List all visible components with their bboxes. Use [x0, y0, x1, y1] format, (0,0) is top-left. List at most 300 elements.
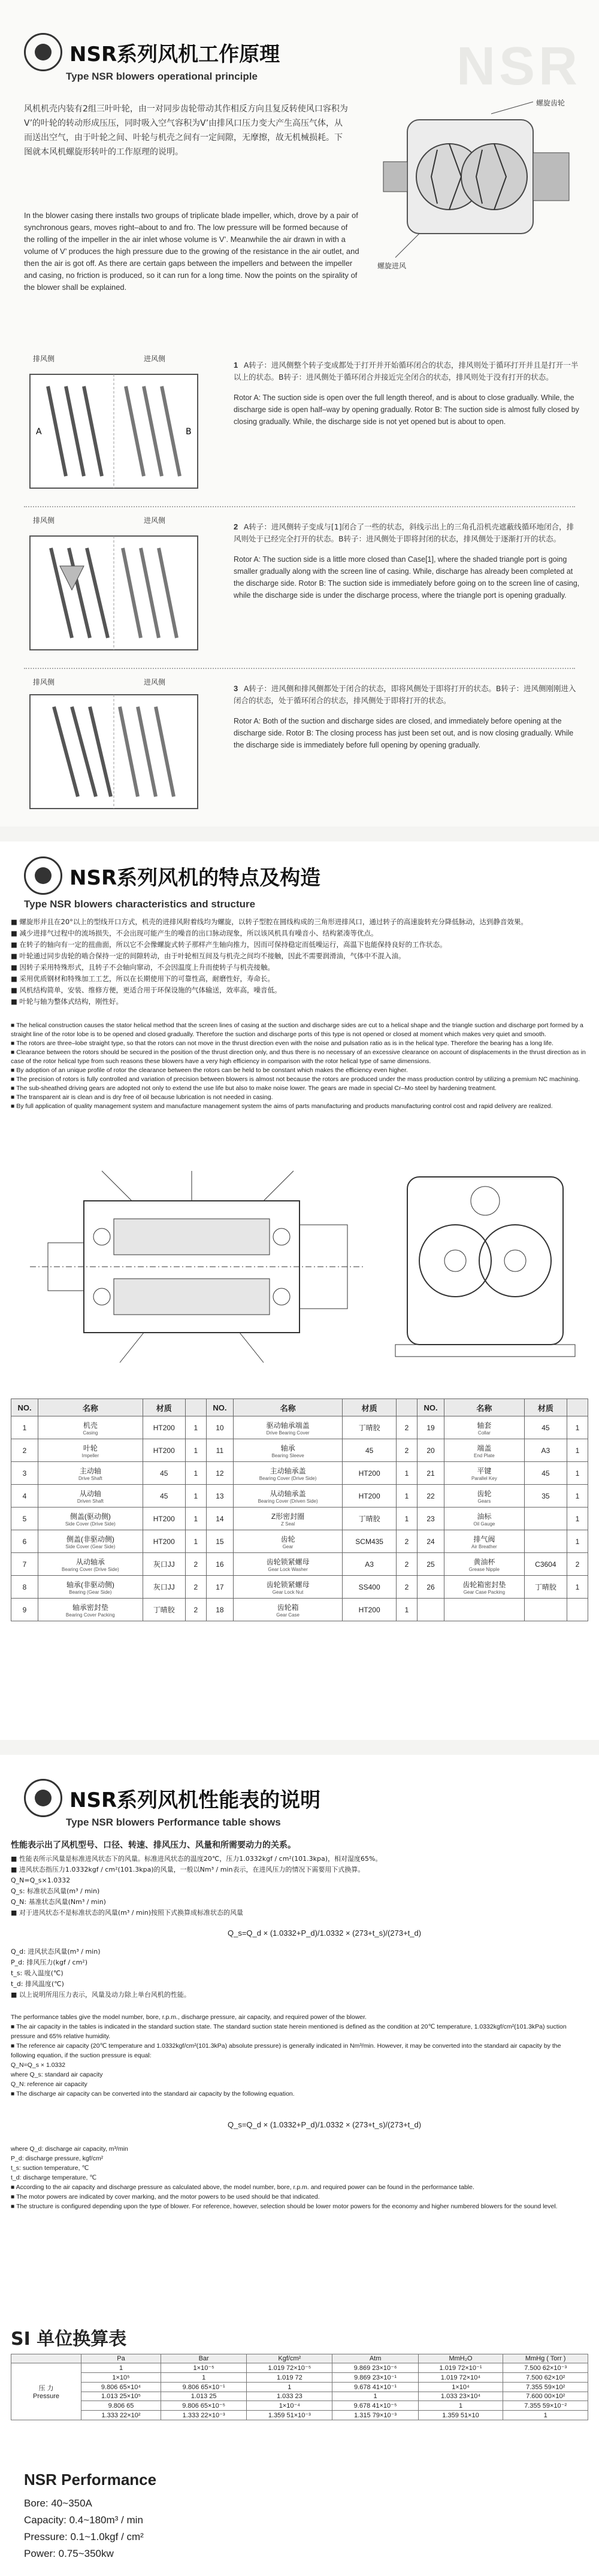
- part-material: 35: [524, 1485, 567, 1508]
- part-number: 3: [11, 1462, 38, 1485]
- table-row: [11, 1530, 588, 1553]
- col-header: MmHg ( Torr ): [503, 2354, 588, 2363]
- part-name-cn: 从动轴承: [75, 1557, 105, 1566]
- feature-item: ■ 叶轮与轴为整体式结构，刚性好。: [11, 997, 123, 1006]
- table-cell: 7.500 62×10²: [503, 2373, 588, 2383]
- part-name-en: Z Seal: [281, 1521, 295, 1527]
- part-name-en: Gear Lock Nut: [272, 1589, 304, 1595]
- part-material: 45: [524, 1416, 567, 1439]
- part-number: 12: [206, 1462, 233, 1485]
- inlet-side-label: 排风侧: [33, 355, 55, 363]
- step-text-cn: A转子：进风侧整个转子变成都处于打开并开始循环闭合的状态，排风则处于循环打开并且是打开一半以上的状态。B转子：进风侧处于循环闭合并接近完全闭合的状态，排风则处于没有打开的状态。: [234, 361, 579, 382]
- part-quantity: 1: [567, 1576, 588, 1599]
- part-quantity: 1: [567, 1530, 588, 1553]
- part-number: 23: [418, 1508, 444, 1530]
- part-quantity: 2: [185, 1599, 206, 1621]
- part-number: 5: [11, 1508, 38, 1530]
- table-cell: 7.500 62×10⁻³: [503, 2363, 588, 2373]
- part-number: 21: [418, 1462, 444, 1485]
- part-name-en: Drive Bearing Cover: [266, 1430, 310, 1436]
- feature-item: ■ 在转子的轴向有一定的扭曲面，所以它不会像螺旋式转子那样产生轴向推力，因而可保持稳定而低噪运行，高温下也能保持良好的工作状态。: [11, 940, 447, 949]
- table-cell: 1: [418, 2401, 503, 2411]
- part-name-cn: 侧盖(非驱动侧): [66, 1534, 114, 1543]
- part-name: [233, 1599, 342, 1621]
- outlet-side-label: 进风侧: [144, 516, 166, 525]
- part-material: HT200: [143, 1508, 185, 1530]
- part-material: HT200: [343, 1462, 397, 1485]
- part-material: 丁晴胶: [524, 1576, 567, 1599]
- blade-label: 螺旋进风: [377, 262, 407, 270]
- note-line: ■ 进风状态指压力1.0332kgf / cm²(101.3kpa)的风量，一般以Nm³ / min表示，在进风压力的情况下需要用下式换算。: [11, 1866, 365, 1873]
- note-line: t_s: 吸入温度(℃): [11, 1969, 63, 1977]
- part-name-cn: 驱动轴承端盖: [266, 1421, 310, 1430]
- part-name: [38, 1485, 143, 1508]
- part-name-en: Impeller: [81, 1452, 99, 1458]
- part-name-en: Driven Shaft: [77, 1498, 104, 1504]
- part-name-cn: 齿轮箱密封垫: [462, 1580, 506, 1589]
- table-cell: 1.019 72×10⁻⁵: [247, 2363, 332, 2373]
- perf-bore: Bore: 40~350A: [24, 2498, 92, 2509]
- part-quantity: 1: [567, 1439, 588, 1462]
- formula-cn: Q_s=Q_d × (1.0332+P_d)/1.0332 × (273+t_s)/(273+t_d): [228, 1929, 422, 1938]
- table-cell: 1×10⁵: [81, 2373, 161, 2383]
- blower-sectional-drawing: [12, 1153, 371, 1387]
- part-number: 26: [418, 1576, 444, 1599]
- note-line: P_d: discharge pressure, kgf/cm²: [11, 2155, 104, 2162]
- table-cell: 1×10⁻⁴: [247, 2401, 332, 2411]
- part-number: 11: [206, 1439, 233, 1462]
- principle-text-cn: 风机机壳内装有2组三叶叶轮，由一对同步齿轮带动其作相反方向且复反转使风口容积为V’的叶轮的转动形成压压，同时吸入空气容积为V’由排风口压力变大产生高压气体，从而送出空气，由于叶轮之间、叶轮与机壳之间有一定间隙，无摩擦，故无机械损耗。下图就本风机螺旋形转叶的工作原理的说明。: [24, 104, 348, 157]
- note-line: t_d: discharge temperature, ℃: [11, 2174, 97, 2181]
- note-line: ■ The reference air capacity (20℃ temperature and 1.0332kgf/cm²(101.3kPa) absolute pressure) is generally indicated in Nm³/min. However, it may be converted into the standard air capacity by the following equation, if the suction pressure is equal:: [11, 2042, 561, 2059]
- part-name-cn: 机壳: [83, 1421, 98, 1430]
- table-row: [11, 1599, 588, 1621]
- part-name-en: Bearing Cover (Drive Side): [62, 1566, 119, 1572]
- part-material: 丁晴胶: [343, 1416, 397, 1439]
- col-header: Kgf/cm²: [247, 2354, 332, 2363]
- part-material: HT200: [143, 1439, 185, 1462]
- part-name-cn: 侧盖(驱动侧): [69, 1512, 111, 1521]
- row-label-en: Pressure: [32, 2393, 60, 2400]
- part-name-cn: 轴承: [280, 1443, 295, 1452]
- part-name: [444, 1485, 525, 1508]
- col-header: 材质: [143, 1399, 185, 1416]
- divider: [24, 668, 575, 669]
- part-name-cn: 排气阀: [473, 1534, 495, 1543]
- note-line: where Q_s: standard air capacity: [11, 2071, 103, 2078]
- part-quantity: [567, 1599, 588, 1621]
- characteristics-en: [11, 1021, 586, 1111]
- part-number: 22: [418, 1485, 444, 1508]
- section-bullet-icon: [24, 1779, 62, 1817]
- part-name-en: Bearing Cover Packing: [65, 1612, 115, 1618]
- col-header: Pa: [81, 2354, 161, 2363]
- note-line: Q_d: 进风状态风量(m³ / min): [11, 1948, 101, 1956]
- part-name: [38, 1576, 143, 1599]
- section-title: NSR系列风机性能表的说明: [69, 1788, 321, 1812]
- part-number: 25: [418, 1553, 444, 1576]
- table-row: [11, 2411, 588, 2420]
- table-cell: 1.033 23×10⁴: [418, 2392, 503, 2401]
- part-number: 17: [206, 1576, 233, 1599]
- section-title-row: [24, 1779, 320, 1817]
- table-header-row: [11, 2354, 588, 2363]
- part-quantity: 2: [567, 1553, 588, 1576]
- part-quantity: 1: [185, 1416, 206, 1439]
- si-conversion-table: [11, 2354, 588, 2420]
- svg-text:B: B: [186, 427, 192, 437]
- part-name-cn: 黄油杯: [473, 1557, 495, 1566]
- table-cell: 1×10⁴: [418, 2383, 503, 2392]
- note-line: Q_s: 标准状态风量(m³ / min): [11, 1887, 100, 1895]
- part-name-cn: 轴承密封垫: [72, 1603, 108, 1612]
- note-line: Q_N: 基准状态风量(Nm³ / min): [11, 1898, 106, 1906]
- part-quantity: 1: [397, 1508, 418, 1530]
- part-material: 丁晴胶: [143, 1599, 185, 1621]
- feature-item: ■ By adoption of an unique profile of rotor the clearance between the rotors can be held to be constant which makes the efficiency even higher.: [11, 1067, 408, 1074]
- table-row: [11, 1508, 588, 1530]
- step-1: [234, 359, 581, 428]
- part-name-cn: 主动轴: [79, 1466, 101, 1475]
- part-material: 45: [343, 1439, 397, 1462]
- part-quantity: 1: [567, 1416, 588, 1439]
- feature-item: ■ By full application of quality management system and manufacture management system the aims of parts manufacturing and products manufacturing control cost and rapid delivery are realized.: [11, 1103, 553, 1110]
- section-title-row: [24, 856, 320, 895]
- note-line: Q_N=Q_s × 1.0332: [11, 2062, 66, 2069]
- part-name: [444, 1508, 525, 1530]
- part-name: [38, 1439, 143, 1462]
- part-material: 45: [524, 1462, 567, 1485]
- col-header: 名称: [38, 1399, 143, 1416]
- feature-item: ■ 叶轮通过同步齿轮的啮合保持一定的间隙转动，由于叶轮相互间及与机壳之间均不接触，因此不需要润滑油，气体中不混入油。: [11, 952, 406, 960]
- step-3: [234, 683, 581, 751]
- note-line: ■ The discharge air capacity can be converted into the standard air capacity by the following equation.: [11, 2090, 295, 2097]
- table-cell: 1: [332, 2392, 418, 2401]
- table-cell: 1: [161, 2373, 247, 2383]
- note-line: ■ 性能表所示风量是标准进风状态下的风量。标准进风状态的温度20℃，压力1.0332kgf / cm²(101.3kpa)，相对湿度65%。: [11, 1855, 382, 1863]
- feature-item: ■ The precision of rotors is fully controlled and variation of precision between blowers is almost not because the rotors are produced under the mass production control by utilizing a premium NC machining.: [11, 1076, 580, 1083]
- col-header: NO.: [418, 1399, 444, 1416]
- part-name: [444, 1462, 525, 1485]
- part-name-en: Side Cover (Gear Side): [65, 1543, 116, 1549]
- characteristics-section: [0, 841, 599, 1740]
- part-number: 6: [11, 1530, 38, 1553]
- si-table-title: SI 单位换算表: [11, 2329, 127, 2350]
- part-name-cn: 齿轮箱: [277, 1603, 299, 1612]
- part-name-cn: 轴承(非驱动侧): [66, 1580, 114, 1589]
- table-row: [11, 1485, 588, 1508]
- part-quantity: 1: [185, 1508, 206, 1530]
- col-header: 材质: [343, 1399, 397, 1416]
- part-quantity: 1: [397, 1462, 418, 1485]
- part-quantity: 1: [397, 1485, 418, 1508]
- si-table-body: [11, 2363, 588, 2420]
- part-name-en: Collar: [477, 1430, 491, 1436]
- table-cell: 1: [247, 2383, 332, 2392]
- part-name: [38, 1553, 143, 1576]
- table-cell: 9.678 41×10⁻⁵: [332, 2401, 418, 2411]
- table-row: [11, 2363, 588, 2373]
- note-line: t_d: 排风温度(℃): [11, 1980, 64, 1988]
- part-name-cn: 平键: [477, 1466, 492, 1475]
- part-name-cn: 齿轮锁紧螺母: [266, 1557, 310, 1566]
- table-cell: 1.315 79×10⁻³: [332, 2411, 418, 2420]
- part-name: [444, 1576, 525, 1599]
- table-cell: 9.869 23×10⁻¹: [332, 2373, 418, 2383]
- part-material: A3: [343, 1553, 397, 1576]
- part-name-en: Parallel Key: [471, 1475, 497, 1481]
- part-material: A3: [524, 1439, 567, 1462]
- part-quantity: 1: [567, 1485, 588, 1508]
- part-name-cn: 齿轮锁紧螺母: [266, 1580, 310, 1589]
- note-line: ■ The motor powers are indicated by cover marking, and the motor powers to be used should be that indicated.: [11, 2193, 320, 2200]
- part-quantity: 2: [397, 1439, 418, 1462]
- part-number: 24: [418, 1530, 444, 1553]
- part-name-en: Bearing (Gear Side): [69, 1589, 112, 1595]
- table-cell: 1.013 25: [161, 2392, 247, 2401]
- col-header: MmH₂O: [418, 2354, 503, 2363]
- part-material: HT200: [343, 1485, 397, 1508]
- table-cell: 1.013 25×10⁵: [81, 2392, 161, 2401]
- note-line: Q_N: reference air capacity: [11, 2081, 87, 2088]
- part-name-en: Gear Case Packing: [463, 1589, 506, 1595]
- part-material: [524, 1530, 567, 1553]
- feature-item: ■ Clearance between the rotors should be secured in the position of the thrust direction only, and thus there is no necessary of an excessive clearance on account of displacements in the thrust direction as in case of the rotor helical type from such reasons these blowers have a very high efficiency in comparison with the rotor helical type of same dimensions.: [11, 1049, 586, 1065]
- part-name: [38, 1462, 143, 1485]
- part-name-en: Bearing Cover (Driven Side): [258, 1498, 318, 1504]
- table-cell: 1: [503, 2411, 588, 2420]
- table-cell: 1.359 51×10⁻³: [247, 2411, 332, 2420]
- table-cell: 9.869 23×10⁻⁶: [332, 2363, 418, 2373]
- note-line: P_d: 排风压力(kgf / cm²): [11, 1959, 87, 1966]
- rotor-diagram-1: [24, 368, 204, 494]
- part-name: [444, 1416, 525, 1439]
- part-quantity: 2: [397, 1530, 418, 1553]
- part-quantity: 1: [185, 1530, 206, 1553]
- part-number: 8: [11, 1576, 38, 1599]
- feature-item: ■ 减少进排气过程中的流场损失，不会出现可能产生的噪音的出口脉动现象，所以该风机具有噪音小、结构紧凑等优点。: [11, 929, 378, 937]
- feature-item: ■ 风机结构简单，安装、维修方便，更适合用于环保设施的气体输送，效率高，噪音低。: [11, 986, 282, 994]
- part-material: HT200: [143, 1530, 185, 1553]
- inlet-side-label: 排风侧: [33, 516, 55, 525]
- part-number: 1: [11, 1416, 38, 1439]
- rotor-diagram-2: [24, 530, 204, 656]
- col-header: [11, 2354, 81, 2363]
- part-number: 7: [11, 1553, 38, 1576]
- table-row: [11, 2383, 588, 2392]
- step-number: 1: [234, 361, 238, 370]
- part-material: C3604: [524, 1553, 567, 1576]
- part-name-en: Side Cover (Drive Side): [65, 1521, 116, 1527]
- part-material: HT200: [143, 1416, 185, 1439]
- table-cell: 7.600 00×10²: [503, 2392, 588, 2401]
- part-number: 9: [11, 1599, 38, 1621]
- step-2: [234, 521, 581, 601]
- col-header: NO.: [11, 1399, 38, 1416]
- perf-capacity: Capacity: 0.4~180m³ / min: [24, 2514, 143, 2526]
- part-name-cn: 端盖: [477, 1443, 492, 1452]
- perf-power: Power: 0.75~350kw: [24, 2548, 114, 2559]
- section-bullet-icon: [24, 33, 62, 71]
- part-quantity: 2: [397, 1553, 418, 1576]
- formula-en: Q_s=Q_d × (1.0332+P_d)/1.0332 × (273+t_s)/(273+t_d): [228, 2120, 422, 2129]
- section-subtitle: Type NSR blowers Performance table shows: [66, 1817, 281, 1828]
- inlet-side-label: 排风侧: [33, 678, 55, 686]
- part-quantity: 2: [397, 1416, 418, 1439]
- table-cell: 1.019 72: [247, 2373, 332, 2383]
- part-name-en: Gear: [282, 1543, 294, 1549]
- performance-section: [0, 1755, 599, 2576]
- step-text-en: Rotor A: Both of the suction and discharge sides are closed, and immediately before opening at the discharge side. Rotor B: The closing process has just been set out, and is now closing gradually. While the discharge side is immediately before full opening by opening gradually.: [234, 717, 574, 749]
- part-material: 灰口JJ: [143, 1553, 185, 1576]
- part-name-en: Bearing Cover (Drive Side): [259, 1475, 317, 1481]
- rotor-diagram-3: [24, 689, 204, 815]
- outlet-side-label: 进风侧: [144, 355, 166, 363]
- gear-label: 螺旋齿轮: [536, 99, 565, 107]
- col-header: 名称: [444, 1399, 525, 1416]
- part-name: [38, 1599, 143, 1621]
- table-row: [11, 2401, 588, 2411]
- part-quantity: 2: [185, 1576, 206, 1599]
- section-subtitle: Type NSR blowers operational principle: [66, 71, 258, 82]
- table-row: [11, 1576, 588, 1599]
- part-material: [524, 1508, 567, 1530]
- feature-item: ■ The helical construction causes the stator helical method that the screen lines of casing at the suction and discharge sides are cut to a helical shape and the triangle suction and discharge port formed by a straight line of the rotor lobe is to be opened and closed gradually. Therefore the suction and discharge ports of this type is not opened or closed at moment which makes very quiet and smooth.: [11, 1022, 583, 1038]
- note-line: The performance tables give the model number, bore, r.p.m., discharge pressure, air capacity, and required power of the blower.: [11, 2014, 367, 2021]
- feature-item: ■ The rotors are three–lobe straight type, so that the rotors can not move in the thrust direction even with the noise and pulsation ratio as is in the helical type. Therefore the bearing has a long life.: [11, 1040, 553, 1047]
- parts-table: [11, 1399, 588, 1621]
- section-title: NSR系列风机的特点及构造: [69, 865, 321, 890]
- part-name: [233, 1485, 342, 1508]
- performance-title: NSR Performance: [24, 2471, 157, 2489]
- part-name-en: Gears: [477, 1498, 491, 1504]
- table-row: [11, 2392, 588, 2401]
- note-line: ■ 对于进风状态不是标准状态的风量(m³ / min)按照下式换算成标准状态的风量: [11, 1909, 244, 1917]
- table-cell: 9.806 65×10⁴: [81, 2383, 161, 2392]
- part-name: [233, 1553, 342, 1576]
- note-line: ■ The air capacity in the tables is indicated in the standard suction state. The standard suction state herein mentioned is defined as the condition at 20℃ temperature, 1.0332kgf/cm²(101.3kPa) suction pressure and 65% relative humidity.: [11, 2023, 567, 2040]
- part-material: [524, 1599, 567, 1621]
- table-header-row: [11, 1399, 588, 1416]
- row-label: [11, 2363, 81, 2420]
- part-name: [38, 1530, 143, 1553]
- part-name: [233, 1462, 342, 1485]
- table-row: [11, 1553, 588, 1576]
- table-cell: 1.333 22×10⁻³: [161, 2411, 247, 2420]
- part-name-en: Gear Case: [276, 1612, 300, 1618]
- parts-table-body: [11, 1416, 588, 1621]
- part-number: 15: [206, 1530, 233, 1553]
- perf-notes-cn: [11, 1854, 586, 1918]
- col-header: 材质: [524, 1399, 567, 1416]
- note-line: t_s: suction temperature, ℃: [11, 2165, 89, 2172]
- note-line: ■ 以上说明所用压力表示，风量及动力除上单台风机的性能。: [11, 1991, 190, 1999]
- note-line: Q_N=Q_s×1.0332: [11, 1876, 71, 1884]
- part-material: 45: [143, 1485, 185, 1508]
- note-line: ■ The structure is configured depending upon the type of blower. For reference, however, selection should be lower motor powers for the economy and higher numbered blowers for the sound level.: [11, 2203, 558, 2210]
- part-name-cn: 从动轴承盖: [270, 1489, 306, 1498]
- part-quantity: 1: [185, 1462, 206, 1485]
- part-material: 丁晴胶: [343, 1508, 397, 1530]
- part-name: [444, 1553, 525, 1576]
- part-name: [233, 1508, 342, 1530]
- part-name: [233, 1439, 342, 1462]
- part-number: 20: [418, 1439, 444, 1462]
- part-name-en: Gear Lock Washer: [268, 1566, 308, 1572]
- step-text-en: Rotor A: The suction side is open over the full length thereof, and is about to close gradually. While, the discharge side is open half–way by opening gradually. Rotor B: The suction side is almost fully closed by closing gradually. While, the discharge side is not yet opened but is about to open.: [234, 393, 579, 426]
- table-cell: 9.806 65×10⁻⁵: [161, 2401, 247, 2411]
- perf-notes-en: [11, 2012, 586, 2099]
- part-name-en: Casing: [83, 1430, 98, 1436]
- step-text-cn: A转子：进风侧转子变成与[1]闭合了一些的状态，斜线示出上的三角孔沿机壳遮蔽线循环地闭合，排风则处于已经完全打开的状态。B转子：进风侧处于即将封闭的状态，排风侧处于逐渐打开的状态。: [234, 522, 574, 543]
- part-quantity: 2: [185, 1553, 206, 1576]
- outlet-side-label: 进风侧: [144, 678, 166, 686]
- table-cell: 1×10⁻⁵: [161, 2363, 247, 2373]
- part-name-cn: 轴套: [477, 1421, 492, 1430]
- feature-item: ■ 因转子采用特殊形式，且转子不会轴向窜动，不会因温度上升而使转子与机壳接触。: [11, 963, 275, 971]
- part-number: 2: [11, 1439, 38, 1462]
- part-name: [38, 1416, 143, 1439]
- section-subtitle: Type NSR blowers characteristics and structure: [24, 898, 256, 910]
- part-quantity: 1: [397, 1599, 418, 1621]
- part-name: [444, 1530, 525, 1553]
- part-quantity: 1: [567, 1462, 588, 1485]
- part-number: 14: [206, 1508, 233, 1530]
- part-name-en: Grease Nipple: [468, 1566, 500, 1572]
- part-name: [444, 1599, 525, 1621]
- table-cell: 1.019 72×10⁻¹: [418, 2363, 503, 2373]
- part-number: 16: [206, 1553, 233, 1576]
- part-material: 灰口JJ: [143, 1576, 185, 1599]
- part-quantity: 1: [185, 1485, 206, 1508]
- part-quantity: 1: [567, 1508, 588, 1530]
- table-row: [11, 1439, 588, 1462]
- section-title: NSR系列风机工作原理: [69, 42, 280, 66]
- step-text-cn: A转子：进风侧和排风侧都处于闭合的状态，即将风侧处于即将打开的状态。B转子：进风侧刚刚进入闭合的状态，处于循环闭合的状态，排风侧处于即将打开的状态。: [234, 684, 576, 705]
- step-number: 2: [234, 522, 238, 531]
- feature-item: ■ The sub-sheathed driving gears are adopted not only to extend the use life but also to make noise lower. The gears are made in special Cr–Mo steel by hardening treatment.: [11, 1085, 497, 1092]
- part-quantity: 2: [397, 1576, 418, 1599]
- part-quantity: 1: [185, 1439, 206, 1462]
- part-name-cn: 主动轴承盖: [270, 1466, 306, 1475]
- col-header: 名称: [233, 1399, 342, 1416]
- part-material: 45: [143, 1462, 185, 1485]
- part-number: 19: [418, 1416, 444, 1439]
- feature-item: ■ 螺旋形并且在20°以上的型线开口方式，机壳的进排风附着线均为螺旋，以转子型腔在圆线构成的三角形进排风口，通过转子的高速旋转充分降低脉动，达到静音效果。: [11, 918, 528, 926]
- table-cell: 7.355 59×10⁻²: [503, 2401, 588, 2411]
- part-name-en: Drive Shaft: [78, 1475, 102, 1481]
- table-cell: 1.359 51×10: [418, 2411, 503, 2420]
- part-name: [38, 1508, 143, 1530]
- col-header: Atm: [332, 2354, 418, 2363]
- note-line: where Q_d: discharge air capacity, m³/min: [11, 2145, 128, 2153]
- part-name-cn: 叶轮: [83, 1443, 98, 1452]
- row-label-cn: 压 力: [38, 2385, 54, 2392]
- part-material: SCM435: [343, 1530, 397, 1553]
- part-name: [233, 1576, 342, 1599]
- step-number: 3: [234, 684, 238, 693]
- part-name-cn: 从动轴: [79, 1489, 101, 1498]
- svg-text:A: A: [36, 427, 42, 437]
- feature-item: ■ 采用优质钢材和特殊加工工艺，所以在长期使用下的可靠性高，耐磨性好，寿命长。: [11, 974, 275, 983]
- table-cell: 1: [81, 2363, 161, 2373]
- table-row: [11, 2373, 588, 2383]
- part-name-cn: 齿轮: [280, 1534, 295, 1543]
- divider: [24, 506, 575, 507]
- part-number: [418, 1599, 444, 1621]
- table-cell: 9.678 41×10⁻¹: [332, 2383, 418, 2392]
- blower-cutaway-illustration: [371, 96, 587, 287]
